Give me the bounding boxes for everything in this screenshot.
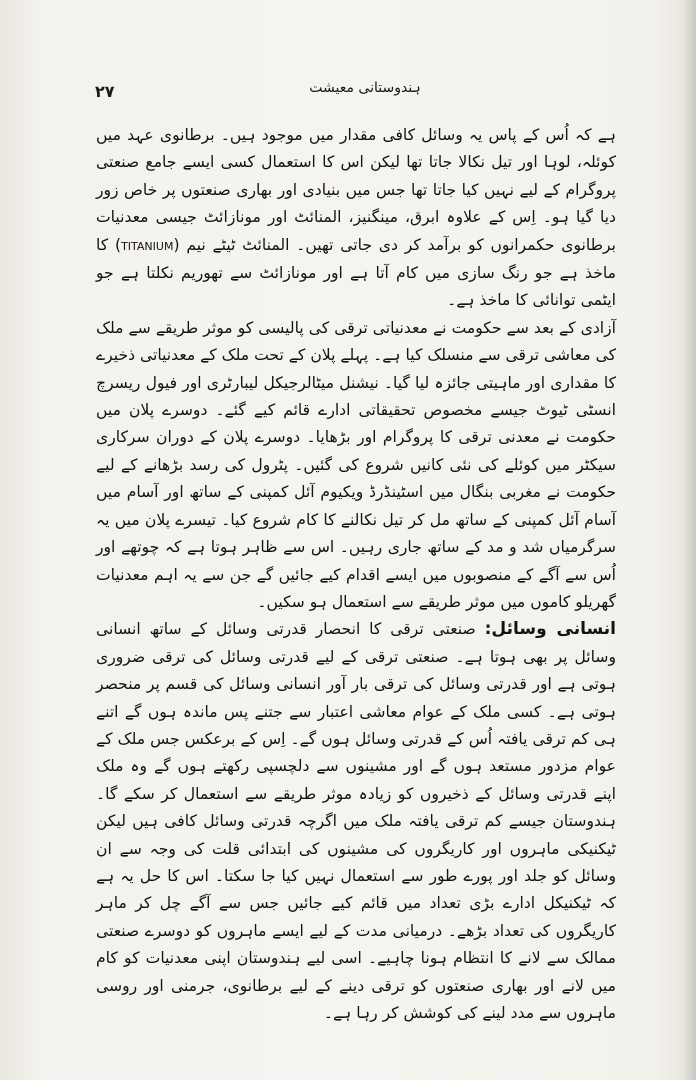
latin-term: TITANIUM bbox=[121, 239, 174, 253]
paragraph-text: ) کا ماخذ ہے جو رنگ سازی میں کام آتا ہے اور مونازائٹ سے تھوریم نکلتا ہے جو ایٹمی توانائی کا ماخذ ہے۔ bbox=[96, 235, 616, 310]
paragraph-text: آزادی کے بعد سے حکومت نے معدنیاتی ترقی کی پالیسی کو موثر طریقے سے ملک کی معاشی ترقی سے منسلک کیا ہے۔ پہلے پلان کے تحت ملک کے معدنیاتی ذخیرے کا مقداری اور ماہیتی جائزہ لیا گیا۔ نیشنل میٹالرجیکل لیبارٹری اور فیول ریسرچ انسٹی ٹیوٹ جیسے مخصوص تحقیقاتی ادارے قائم کیے گئے۔ دوسرے پلان میں حکومت نے معدنی ترقی کا پروگرام اور بڑھایا۔ دوسرے پلان کے دوران سرکاری سیکٹر میں کوئلے کی نئی کانیں شروع کی گئیں۔ پٹرول کی رسد بڑھانے کے لیے حکومت نے مغربی بنگال میں اسٹینڈرڈ ویکیوم آئل کمپنی کے ساتھ اور آسام میں آسام آئل کمپنی کے ساتھ مل کر تیل نکالنے کا کام شروع کیا۔ تیسرے پلان میں یہ سرگرمیاں شد و مد کے ساتھ جاری رہیں۔ اس سے ظاہر ہوتا ہے کہ چوتھے اور اُس سے آگے کے منصوبوں میں ایسے اقدام کیے جائیں گے جن سے یہ اہم معدنیات گھریلو کاموں میں موثر طریقے سے استعمال ہو سکیں۔ bbox=[96, 318, 616, 611]
page-edge-shadow bbox=[682, 0, 696, 1080]
body-text bbox=[96, 122, 616, 1027]
page-number: ۲۷ bbox=[95, 82, 115, 101]
paragraph bbox=[96, 616, 616, 1027]
paragraph-text: صنعتی ترقی کا انحصار قدرتی وسائل کے ساتھ انسانی وسائل پر بھی ہوتا ہے۔ صنعتی ترقی کے لیے قدرتی وسائل کی ترقی ضروری ہوتی ہے اور قدرتی وسائل کی ترقی بار آور انسانی وسائل کی قسم پر منحصر ہوتی ہے۔ کسی ملک کے عوام معاشی اعتبار سے جتنے پس ماندہ ہوں گے اتنے ہی کم ترقی یافتہ اُس کے قدرتی وسائل ہوں گے۔ اِس کے برعکس جس ملک کے عوام مزدور مستعد ہوں گے اور مشینوں سے دلچسپی رکھتے ہوں گے وہ ملک اپنے قدرتی وسائل کے ذخیروں کو زیادہ موثر طریقے سے استعمال کر سکے گا۔ ہندوستان جیسے کم ترقی یافتہ ملک میں اگرچہ قدرتی وسائل کافی ہیں لیکن ٹیکنیکی ماہروں اور کاریگروں کی مشینوں کی ابتدائی قلت کی وجہ سے ان وسائل کو جلد اور پورے طور سے استعمال نہیں کیا جا سکتا۔ اس کا حل یہ ہے کہ ٹیکنیکل ادارے بڑی تعداد میں قائم کیے جائیں جس سے آگے چل کر ماہر کاریگروں کی تعداد بڑھے۔ درمیانی مدت کے لیے ایسے ماہروں کو دوسرے صنعتی ممالک سے لانے کا انتظام ہونا چاہیے۔ اسی لیے ہندوستان اپنی معدنیات کو کام میں لانے اور بھاری صنعتوں کو ترقی دینے کے لیے برطانوی، جرمنی اور روسی ماہروں سے مدد لینے کی کوشش کر رہا ہے۔ bbox=[96, 620, 616, 1022]
page-header bbox=[95, 80, 615, 110]
paragraph-text: ہے کہ اُس کے پاس یہ وسائل کافی مقدار میں موجود ہیں۔ برطانوی عہد میں کوئلہ، لوہا اور تیل نکالا جاتا تھا لیکن اس کا استعمال کسی ایسے جامع صنعتی پروگرام کے لیے نہیں کیا جاتا تھا جس میں بنیادی اور بھاری صنعتوں پر خاص زور دیا گیا ہو۔ اِس کے علاوہ ابرق، مینگنیز، المنائٹ اور مونازائٹ جیسی معدنیات برطانوی حکمرانوں کو برآمد کر دی جاتی تھیں۔ المنائٹ ٹیٹے نیم ( bbox=[96, 126, 617, 254]
section-heading: انسانی وسائل: bbox=[484, 619, 616, 640]
paragraph bbox=[96, 122, 616, 315]
paragraph bbox=[96, 315, 616, 616]
running-title: ہندوستانی معیشت bbox=[309, 80, 421, 96]
